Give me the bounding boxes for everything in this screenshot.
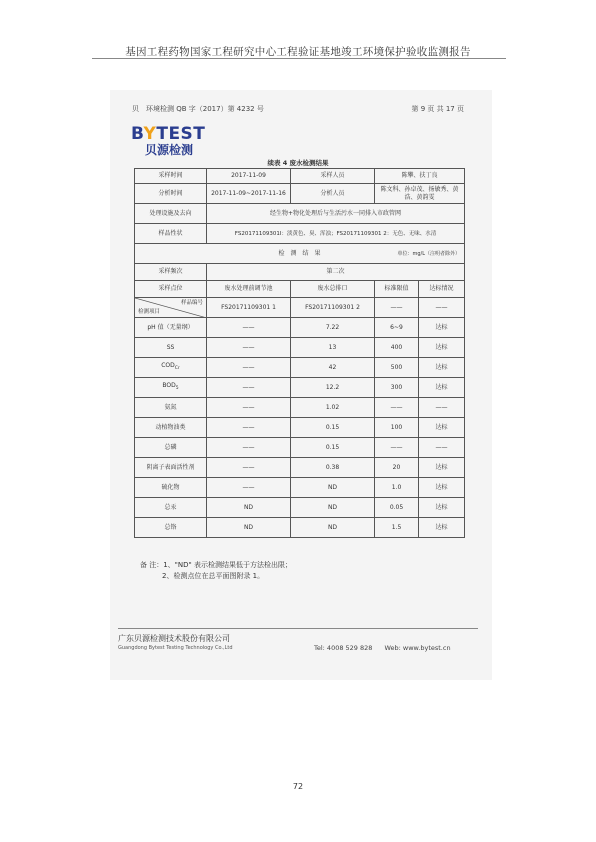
table-row: [135, 204, 465, 224]
value-point-2: ND: [291, 498, 375, 518]
compliance-status: 达标: [419, 358, 465, 378]
sample-number-2: FS20171109301 2: [291, 298, 375, 318]
table-row: [135, 169, 465, 184]
sampler-label: 采样人员: [291, 169, 375, 184]
test-item: 阴离子表面活性剂: [135, 458, 207, 478]
value-point-1: ——: [207, 318, 291, 338]
logo-wordmark: BYTEST: [131, 124, 206, 144]
table-row: [135, 438, 465, 458]
compliance-label: 达标情况: [419, 281, 465, 298]
compliance-status: 达标: [419, 458, 465, 478]
logo-chinese-name: 贝源检测: [145, 143, 194, 157]
unit-note: 单位：mg/L（注明者除外）: [397, 251, 461, 257]
sample-number-1: FS20171109301 1: [207, 298, 291, 318]
result-rows: [135, 318, 465, 538]
footer-website: Web: www.bytest.cn: [384, 644, 451, 652]
value-point-2: 0.15: [291, 418, 375, 438]
note-line-2: 2、检测点位在总平面图附录 1。: [162, 572, 265, 580]
value-point-2: 0.15: [291, 438, 375, 458]
value-point-2: 0.38: [291, 458, 375, 478]
standard-limit: 500: [375, 358, 419, 378]
table-row: [135, 458, 465, 478]
test-item: 总铬: [135, 518, 207, 538]
frequency-value: 第二次: [207, 264, 465, 281]
sampling-point-1: 废水处理前调节池: [207, 281, 291, 298]
analyst-value: 陈文科、孙卓茂、扬敏秀、黄浩、黄韵雯: [375, 184, 465, 204]
report-number: 贝 环境检测 QB 字（2017）第 4232 号: [132, 105, 264, 113]
standard-limit: 1.5: [375, 518, 419, 538]
footer-contact: [314, 644, 474, 652]
value-point-1: ——: [207, 358, 291, 378]
standard-limit: 20: [375, 458, 419, 478]
test-item: SS: [135, 338, 207, 358]
value-point-1: ——: [207, 458, 291, 478]
table-row: [135, 378, 465, 398]
table-row: [135, 498, 465, 518]
standard-limit: 6~9: [375, 318, 419, 338]
compliance-status: ——: [419, 438, 465, 458]
value-point-1: ——: [207, 438, 291, 458]
value-point-2: 13: [291, 338, 375, 358]
test-item: 总磷: [135, 438, 207, 458]
sample-number-limit: ——: [375, 298, 419, 318]
value-point-1: ——: [207, 418, 291, 438]
results-title-cell: [135, 244, 465, 264]
value-point-2: 7.22: [291, 318, 375, 338]
value-point-1: ——: [207, 338, 291, 358]
value-point-1: ND: [207, 518, 291, 538]
test-item: pH 值（无量纲）: [135, 318, 207, 338]
treatment-value: 经生物+物化处理后与生活污水一同排入市政管网: [207, 204, 465, 224]
diag-test-item-label: 检测项目: [138, 309, 161, 315]
standard-limit: 0.05: [375, 498, 419, 518]
analyst-label: 分析人员: [291, 184, 375, 204]
table-row: [135, 281, 465, 298]
table-row: [135, 398, 465, 418]
sampling-time-value: 2017-11-09: [207, 169, 291, 184]
value-point-1: ——: [207, 378, 291, 398]
table-row: [135, 264, 465, 281]
value-point-2: ND: [291, 478, 375, 498]
value-point-1: ——: [207, 398, 291, 418]
table-row: [135, 518, 465, 538]
note-line-1: 备 注：1、"ND" 表示检测结果低于方法检出限；: [140, 561, 292, 569]
compliance-status: 达标: [419, 318, 465, 338]
treatment-label: 处理设施及去向: [135, 204, 207, 224]
standard-limit: 1.0: [375, 478, 419, 498]
test-item: 动植物油类: [135, 418, 207, 438]
value-point-2: ND: [291, 518, 375, 538]
analysis-time-value: 2017-11-09~2017-11-16: [207, 184, 291, 204]
table-row: [135, 298, 465, 318]
table-row: [135, 244, 465, 264]
value-point-1: ——: [207, 478, 291, 498]
sampling-point-label: 采样点位: [135, 281, 207, 298]
footer-divider: [118, 628, 478, 629]
page-of-total: 第 9 页 共 17 页: [411, 105, 464, 113]
compliance-status: 达标: [419, 378, 465, 398]
sample-trait-value: FS20171109301I：淡黄色、臭、浑浊；FS20171109301 2：无色、无味、水清: [207, 224, 465, 244]
test-item: $BOD_5$: [135, 378, 207, 398]
table-row: [135, 418, 465, 438]
value-point-2: 12.2: [291, 378, 375, 398]
table-row: [135, 478, 465, 498]
page-number: 72: [292, 782, 304, 791]
compliance-status: 达标: [419, 498, 465, 518]
table-row: [135, 338, 465, 358]
wastewater-results-table: [134, 168, 465, 538]
table-row: [135, 184, 465, 204]
test-item: 氨氮: [135, 398, 207, 418]
table-caption: 续表 4 废水检测结果: [267, 159, 329, 167]
notes: [140, 560, 460, 582]
sampler-value: 陈攀、扶丁良: [375, 169, 465, 184]
value-point-2: 1.02: [291, 398, 375, 418]
diagonal-header-cell: [135, 298, 207, 318]
table-row: [135, 224, 465, 244]
footer-company-english: Guangdong Bytest Testing Technology Co.,Ltd: [118, 645, 233, 651]
sample-number-status: ——: [419, 298, 465, 318]
standard-limit: 100: [375, 418, 419, 438]
compliance-status: 达标: [419, 478, 465, 498]
sample-trait-label: 样品性状: [135, 224, 207, 244]
standard-limit: ——: [375, 398, 419, 418]
table-row: [135, 358, 465, 378]
analysis-time-label: 分析时间: [135, 184, 207, 204]
results-title: 检 测 结 果: [278, 249, 321, 257]
table-row: [135, 318, 465, 338]
test-item: $COD_{Cr}$: [135, 358, 207, 378]
footer-company-name: 广东贝源检测技术股份有限公司: [118, 634, 230, 643]
compliance-status: 达标: [419, 338, 465, 358]
frequency-label: 采样频次: [135, 264, 207, 281]
standard-limit: 400: [375, 338, 419, 358]
compliance-status: ——: [419, 398, 465, 418]
sampling-point-2: 废水总排口: [291, 281, 375, 298]
standard-limit-label: 标准限值: [375, 281, 419, 298]
test-item: 硫化物: [135, 478, 207, 498]
footer-phone: Tel: 4008 529 828: [314, 644, 373, 652]
standard-limit: 300: [375, 378, 419, 398]
sampling-time-label: 采样时间: [135, 169, 207, 184]
diag-sample-number-label: 样品编号: [180, 300, 203, 306]
compliance-status: 达标: [419, 518, 465, 538]
report-header-title: 基因工程药物国家工程研究中心工程验证基地竣工环境保护验收监测报告: [125, 46, 471, 58]
test-item: 总汞: [135, 498, 207, 518]
header-divider: [92, 58, 506, 59]
value-point-2: 42: [291, 358, 375, 378]
compliance-status: 达标: [419, 418, 465, 438]
value-point-1: ND: [207, 498, 291, 518]
standard-limit: ——: [375, 438, 419, 458]
